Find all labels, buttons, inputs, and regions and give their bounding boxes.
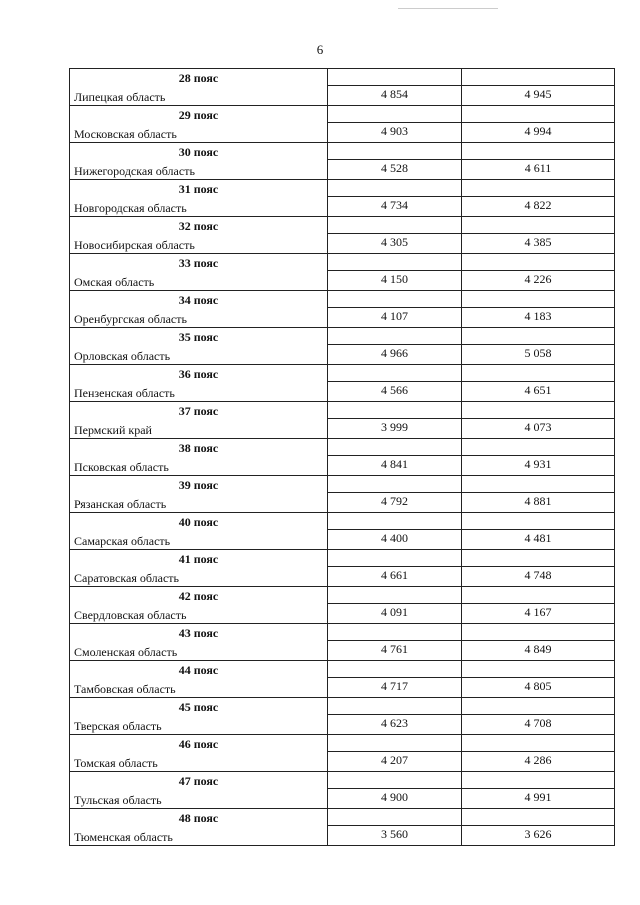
zone-label: 28 пояс <box>70 69 328 86</box>
region-value-2: 4 994 <box>462 123 615 143</box>
region-value-1: 4 854 <box>328 86 462 106</box>
zone-empty-cell <box>328 772 462 789</box>
zone-empty-cell <box>462 439 615 456</box>
region-name: Нижегородская область <box>70 160 328 180</box>
zone-header-row <box>70 69 615 86</box>
region-name: Рязанская область <box>70 493 328 513</box>
table-body <box>70 69 615 846</box>
region-name: Псковская область <box>70 456 328 476</box>
region-value-2: 4 805 <box>462 678 615 698</box>
region-value-1: 4 792 <box>328 493 462 513</box>
region-row <box>70 641 615 661</box>
region-name: Саратовская область <box>70 567 328 587</box>
region-value-2: 4 945 <box>462 86 615 106</box>
zone-empty-cell <box>328 365 462 382</box>
region-value-2: 4 748 <box>462 567 615 587</box>
zone-empty-cell <box>328 217 462 234</box>
zone-empty-cell <box>462 180 615 197</box>
zone-header-row <box>70 735 615 752</box>
zone-label: 48 пояс <box>70 809 328 826</box>
region-row <box>70 234 615 254</box>
zone-label: 32 пояс <box>70 217 328 234</box>
region-name: Тюменская область <box>70 826 328 846</box>
region-name: Пермский край <box>70 419 328 439</box>
region-value-2: 4 286 <box>462 752 615 772</box>
zone-header-row <box>70 217 615 234</box>
zone-empty-cell <box>328 143 462 160</box>
region-row <box>70 715 615 735</box>
region-name: Новгородская область <box>70 197 328 217</box>
zone-empty-cell <box>328 69 462 86</box>
region-row <box>70 345 615 365</box>
zone-label: 45 пояс <box>70 698 328 715</box>
region-value-1: 4 900 <box>328 789 462 809</box>
zone-empty-cell <box>462 291 615 308</box>
region-value-2: 4 183 <box>462 308 615 328</box>
region-name: Томская область <box>70 752 328 772</box>
zone-empty-cell <box>462 698 615 715</box>
zone-empty-cell <box>328 180 462 197</box>
region-value-1: 4 903 <box>328 123 462 143</box>
region-value-1: 4 207 <box>328 752 462 772</box>
zone-header-row <box>70 809 615 826</box>
zone-empty-cell <box>462 106 615 123</box>
region-value-1: 4 717 <box>328 678 462 698</box>
region-value-1: 4 566 <box>328 382 462 402</box>
zone-empty-cell <box>462 550 615 567</box>
zone-label: 42 пояс <box>70 587 328 604</box>
zone-header-row <box>70 513 615 530</box>
zone-empty-cell <box>462 624 615 641</box>
region-row <box>70 826 615 846</box>
zone-empty-cell <box>328 513 462 530</box>
zone-empty-cell <box>462 69 615 86</box>
region-name: Омская область <box>70 271 328 291</box>
region-name: Смоленская область <box>70 641 328 661</box>
region-row <box>70 567 615 587</box>
region-row <box>70 123 615 143</box>
zone-empty-cell <box>462 661 615 678</box>
zone-empty-cell <box>328 106 462 123</box>
zone-label: 40 пояс <box>70 513 328 530</box>
region-value-2: 4 073 <box>462 419 615 439</box>
zone-header-row <box>70 328 615 345</box>
region-value-2: 4 385 <box>462 234 615 254</box>
page-number: 6 <box>316 42 324 57</box>
region-row <box>70 197 615 217</box>
region-value-2: 5 058 <box>462 345 615 365</box>
region-name: Пензенская область <box>70 382 328 402</box>
zone-header-row <box>70 254 615 271</box>
zone-header-row <box>70 402 615 419</box>
zone-label: 47 пояс <box>70 772 328 789</box>
zone-header-row <box>70 291 615 308</box>
region-value-1: 4 107 <box>328 308 462 328</box>
zone-header-row <box>70 180 615 197</box>
zone-label: 38 пояс <box>70 439 328 456</box>
zone-label: 35 пояс <box>70 328 328 345</box>
zone-header-row <box>70 365 615 382</box>
region-name: Свердловская область <box>70 604 328 624</box>
region-value-2: 4 708 <box>462 715 615 735</box>
region-value-2: 4 611 <box>462 160 615 180</box>
region-row <box>70 530 615 550</box>
zone-header-row <box>70 143 615 160</box>
zone-label: 44 пояс <box>70 661 328 678</box>
zone-empty-cell <box>328 476 462 493</box>
region-value-1: 4 661 <box>328 567 462 587</box>
region-value-2: 4 849 <box>462 641 615 661</box>
zone-empty-cell <box>462 254 615 271</box>
region-value-1: 4 400 <box>328 530 462 550</box>
zone-label: 34 пояс <box>70 291 328 308</box>
region-row <box>70 160 615 180</box>
zone-empty-cell <box>328 291 462 308</box>
zone-header-row <box>70 587 615 604</box>
region-row <box>70 752 615 772</box>
region-name: Липецкая область <box>70 86 328 106</box>
zone-empty-cell <box>328 624 462 641</box>
region-name: Самарская область <box>70 530 328 550</box>
zone-header-row <box>70 698 615 715</box>
zone-header-row <box>70 106 615 123</box>
region-row <box>70 789 615 809</box>
region-value-2: 4 881 <box>462 493 615 513</box>
zone-empty-cell <box>462 217 615 234</box>
zone-empty-cell <box>462 328 615 345</box>
zone-header-row <box>70 772 615 789</box>
region-value-2: 4 226 <box>462 271 615 291</box>
zone-label: 46 пояс <box>70 735 328 752</box>
region-value-1: 4 623 <box>328 715 462 735</box>
region-row <box>70 86 615 106</box>
zone-empty-cell <box>462 365 615 382</box>
zone-empty-cell <box>328 439 462 456</box>
zone-empty-cell <box>328 550 462 567</box>
zone-empty-cell <box>328 254 462 271</box>
zone-header-row <box>70 439 615 456</box>
region-value-1: 4 761 <box>328 641 462 661</box>
zone-label: 37 пояс <box>70 402 328 419</box>
region-row <box>70 308 615 328</box>
region-value-2: 4 822 <box>462 197 615 217</box>
zone-label: 41 пояс <box>70 550 328 567</box>
region-name: Орловская область <box>70 345 328 365</box>
region-row <box>70 419 615 439</box>
region-name: Оренбургская область <box>70 308 328 328</box>
zone-empty-cell <box>462 735 615 752</box>
zone-label: 43 пояс <box>70 624 328 641</box>
region-value-1: 4 305 <box>328 234 462 254</box>
zone-label: 39 пояс <box>70 476 328 493</box>
region-value-1: 4 841 <box>328 456 462 476</box>
region-value-1: 4 150 <box>328 271 462 291</box>
zone-empty-cell <box>328 735 462 752</box>
region-value-1: 3 560 <box>328 826 462 846</box>
region-row <box>70 604 615 624</box>
region-row <box>70 493 615 513</box>
region-value-2: 4 481 <box>462 530 615 550</box>
zone-header-row <box>70 624 615 641</box>
region-row <box>70 678 615 698</box>
region-value-1: 4 528 <box>328 160 462 180</box>
zone-label: 31 пояс <box>70 180 328 197</box>
scan-artifact-line <box>398 8 498 9</box>
zone-empty-cell <box>328 587 462 604</box>
region-value-2: 4 991 <box>462 789 615 809</box>
zone-empty-cell <box>462 476 615 493</box>
zone-empty-cell <box>462 809 615 826</box>
zone-empty-cell <box>328 809 462 826</box>
zone-empty-cell <box>462 402 615 419</box>
zone-empty-cell <box>462 143 615 160</box>
zone-empty-cell <box>328 698 462 715</box>
zone-empty-cell <box>328 402 462 419</box>
zone-values-table <box>69 68 615 846</box>
region-value-2: 4 167 <box>462 604 615 624</box>
region-name: Новосибирская область <box>70 234 328 254</box>
region-row <box>70 456 615 476</box>
region-value-1: 3 999 <box>328 419 462 439</box>
zone-header-row <box>70 476 615 493</box>
region-row <box>70 271 615 291</box>
region-value-1: 4 734 <box>328 197 462 217</box>
zone-header-row <box>70 550 615 567</box>
region-value-2: 3 626 <box>462 826 615 846</box>
region-name: Тамбовская область <box>70 678 328 698</box>
region-name: Тверская область <box>70 715 328 735</box>
region-name: Московская область <box>70 123 328 143</box>
region-value-1: 4 091 <box>328 604 462 624</box>
region-row <box>70 382 615 402</box>
zone-empty-cell <box>328 328 462 345</box>
zone-empty-cell <box>462 587 615 604</box>
zone-label: 36 пояс <box>70 365 328 382</box>
region-value-2: 4 931 <box>462 456 615 476</box>
region-value-1: 4 966 <box>328 345 462 365</box>
zone-label: 30 пояс <box>70 143 328 160</box>
zone-label: 33 пояс <box>70 254 328 271</box>
zone-label: 29 пояс <box>70 106 328 123</box>
zone-header-row <box>70 661 615 678</box>
region-value-2: 4 651 <box>462 382 615 402</box>
region-name: Тульская область <box>70 789 328 809</box>
zone-empty-cell <box>462 513 615 530</box>
zone-empty-cell <box>328 661 462 678</box>
zone-empty-cell <box>462 772 615 789</box>
